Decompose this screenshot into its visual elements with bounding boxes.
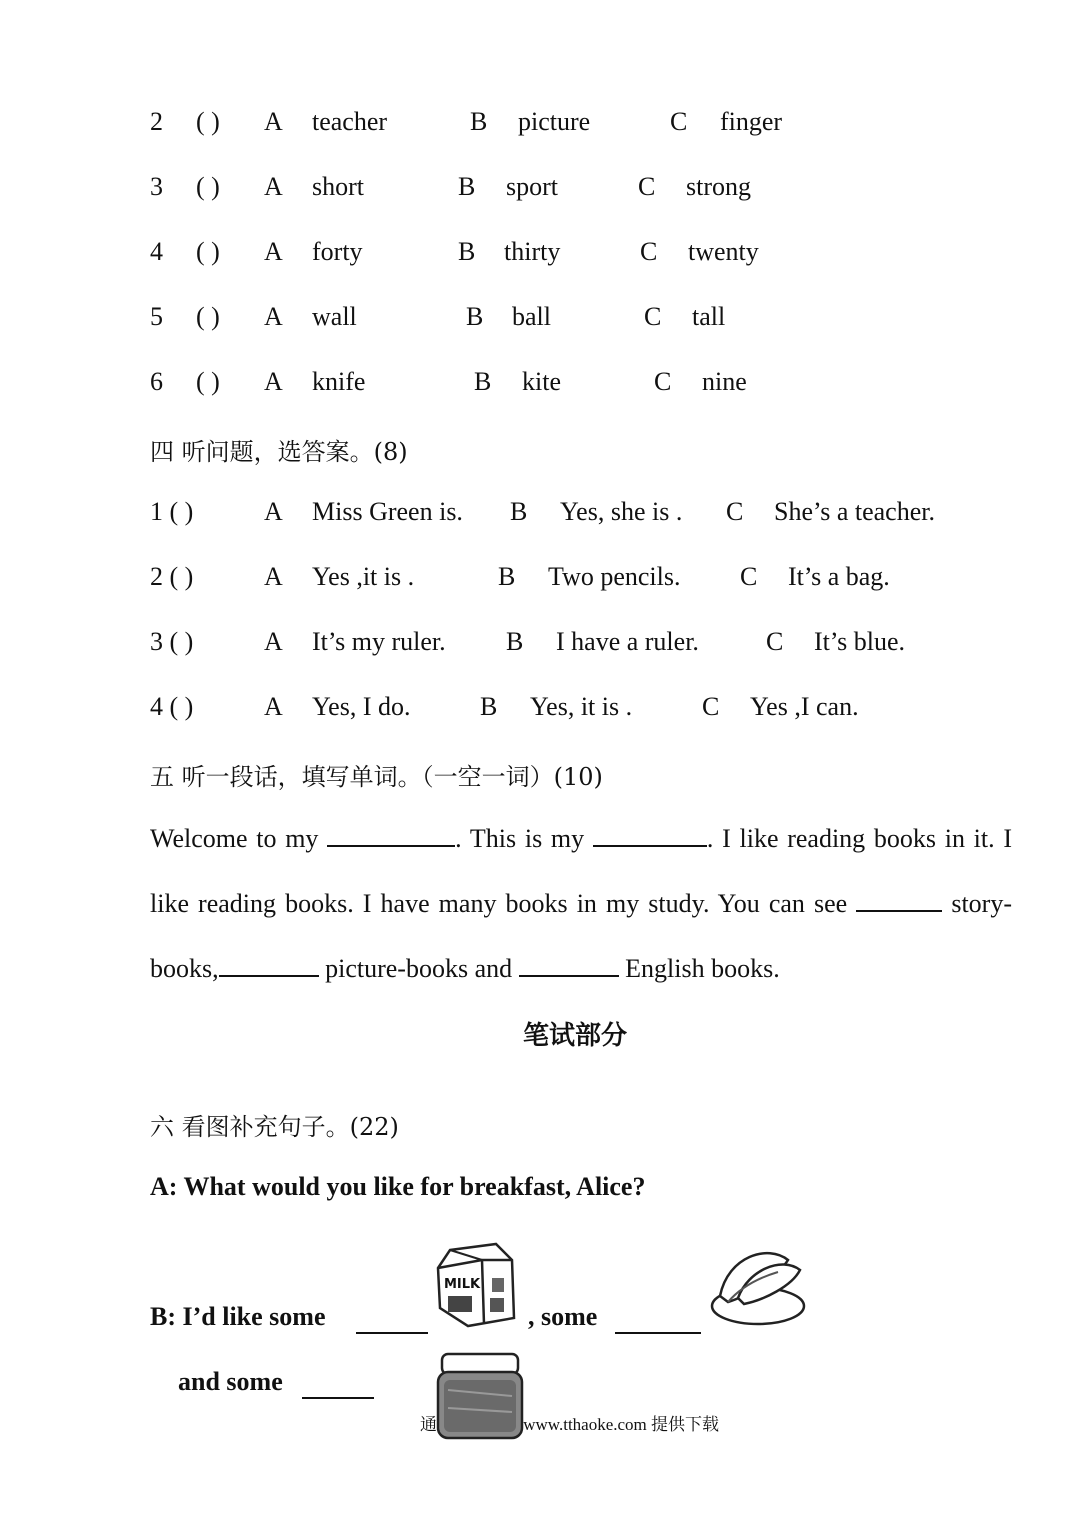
- written-title: 笔试部分: [523, 1021, 628, 1051]
- option-a-letter: A: [264, 107, 283, 136]
- section6-question: A: What would you like for breakfast, Alice?: [150, 1172, 646, 1201]
- section5-heading: 五 听一段话，填写单词。（一空一词）(10): [150, 763, 603, 791]
- option-a-letter: A: [264, 302, 283, 331]
- para-text-4: story-books,: [150, 889, 1013, 983]
- option-b-word: thirty: [504, 237, 561, 266]
- option-b-letter: B: [480, 692, 498, 721]
- para-text-6: English books.: [625, 954, 780, 983]
- option-c-letter: C: [702, 692, 720, 721]
- answer-paren[interactable]: ( ): [196, 367, 220, 396]
- option-c-word: nine: [702, 367, 747, 396]
- option-c-word: finger: [720, 107, 783, 136]
- para-text-3: . I like reading books in it. I like reading books. I have many books in my study. You can see: [150, 824, 1013, 918]
- answer-mid: , some: [528, 1302, 598, 1331]
- option-a-letter: A: [264, 172, 283, 201]
- row-number: 2: [150, 107, 163, 136]
- option-c-text: It’s blue.: [814, 627, 905, 656]
- option-b-word: picture: [518, 107, 591, 136]
- option-b-letter: B: [474, 367, 492, 396]
- option-a-letter: A: [264, 497, 283, 526]
- option-a-word: knife: [312, 367, 366, 396]
- para-text-2: . This is my: [455, 824, 585, 853]
- bread-plate-image: [708, 1236, 808, 1328]
- footer-left: 通: [420, 1415, 437, 1434]
- row-number[interactable]: 1 ( ): [150, 497, 194, 526]
- section4-heading: 四 听问题，选答案。(8): [150, 438, 408, 466]
- option-b-letter: B: [458, 237, 476, 266]
- blank-jam[interactable]: [302, 1375, 374, 1399]
- option-a-text: Yes ,it is .: [312, 562, 415, 591]
- answer-paren[interactable]: ( ): [196, 302, 220, 331]
- answer-paren[interactable]: ( ): [196, 107, 220, 136]
- option-a-letter: A: [264, 562, 283, 591]
- footer-text[interactable]: www.tthaoke.com 提供下载: [523, 1415, 720, 1434]
- option-b-text: Yes, she is .: [560, 497, 683, 526]
- option-c-letter: C: [644, 302, 662, 331]
- footer: [420, 1410, 719, 1435]
- option-a-letter: A: [264, 367, 283, 396]
- milk-carton-image: [432, 1238, 526, 1330]
- option-c-word: tall: [692, 302, 726, 331]
- answer-paren[interactable]: ( ): [196, 237, 220, 266]
- option-c-letter: C: [670, 107, 688, 136]
- option-b-letter: B: [510, 497, 528, 526]
- option-b-letter: B: [466, 302, 484, 331]
- option-a-text: It’s my ruler.: [312, 627, 446, 656]
- option-b-word: ball: [512, 302, 551, 331]
- row-number: 5: [150, 302, 163, 331]
- blank-5[interactable]: [519, 953, 619, 977]
- option-a-word: wall: [312, 302, 357, 331]
- option-a-letter: A: [264, 627, 283, 656]
- option-c-text: It’s a bag.: [788, 562, 890, 591]
- option-b-letter: B: [458, 172, 476, 201]
- option-b-letter: B: [498, 562, 516, 591]
- answer-paren[interactable]: ( ): [196, 172, 220, 201]
- blank-milk[interactable]: [356, 1310, 428, 1334]
- option-b-letter: B: [470, 107, 488, 136]
- option-c-letter: C: [654, 367, 672, 396]
- answer-end: and some: [178, 1367, 283, 1396]
- option-a-text: Miss Green is.: [312, 497, 463, 526]
- milk-label: MILK: [444, 1277, 481, 1292]
- section5-paragraph: [150, 806, 1012, 1001]
- blank-bread[interactable]: [615, 1310, 701, 1334]
- option-c-letter: C: [740, 562, 758, 591]
- blank-3[interactable]: [856, 888, 942, 912]
- section6-heading: 六 看图补充句子。(22): [150, 1113, 399, 1141]
- answer-start: B: I’d like some: [150, 1302, 326, 1331]
- row-number: 4: [150, 237, 163, 266]
- blank-4[interactable]: [219, 953, 319, 977]
- option-c-letter: C: [640, 237, 658, 266]
- option-a-word: forty: [312, 237, 363, 266]
- option-c-letter: C: [726, 497, 744, 526]
- row-number[interactable]: 2 ( ): [150, 562, 194, 591]
- option-a-word: short: [312, 172, 364, 201]
- option-a-word: teacher: [312, 107, 388, 136]
- option-b-text: I have a ruler.: [556, 627, 699, 656]
- para-text-1: Welcome to my: [150, 824, 319, 853]
- option-c-letter: C: [638, 172, 656, 201]
- option-b-text: Two pencils.: [548, 562, 681, 591]
- blank-2[interactable]: [593, 823, 707, 847]
- option-c-text: She’s a teacher.: [774, 497, 935, 526]
- blank-1[interactable]: [327, 823, 455, 847]
- para-text-5: picture-books and: [325, 954, 513, 983]
- option-a-text: Yes, I do.: [312, 692, 411, 721]
- option-b-word: kite: [522, 367, 561, 396]
- row-number: 3: [150, 172, 163, 201]
- option-c-word: twenty: [688, 237, 759, 266]
- option-c-letter: C: [766, 627, 784, 656]
- option-b-text: Yes, it is .: [530, 692, 633, 721]
- row-number[interactable]: 4 ( ): [150, 692, 194, 721]
- row-number: 6: [150, 367, 163, 396]
- option-b-letter: B: [506, 627, 524, 656]
- row-number[interactable]: 3 ( ): [150, 627, 194, 656]
- option-a-letter: A: [264, 692, 283, 721]
- option-c-word: strong: [686, 172, 751, 201]
- option-b-word: sport: [506, 172, 558, 201]
- option-a-letter: A: [264, 237, 283, 266]
- option-c-text: Yes ,I can.: [750, 692, 859, 721]
